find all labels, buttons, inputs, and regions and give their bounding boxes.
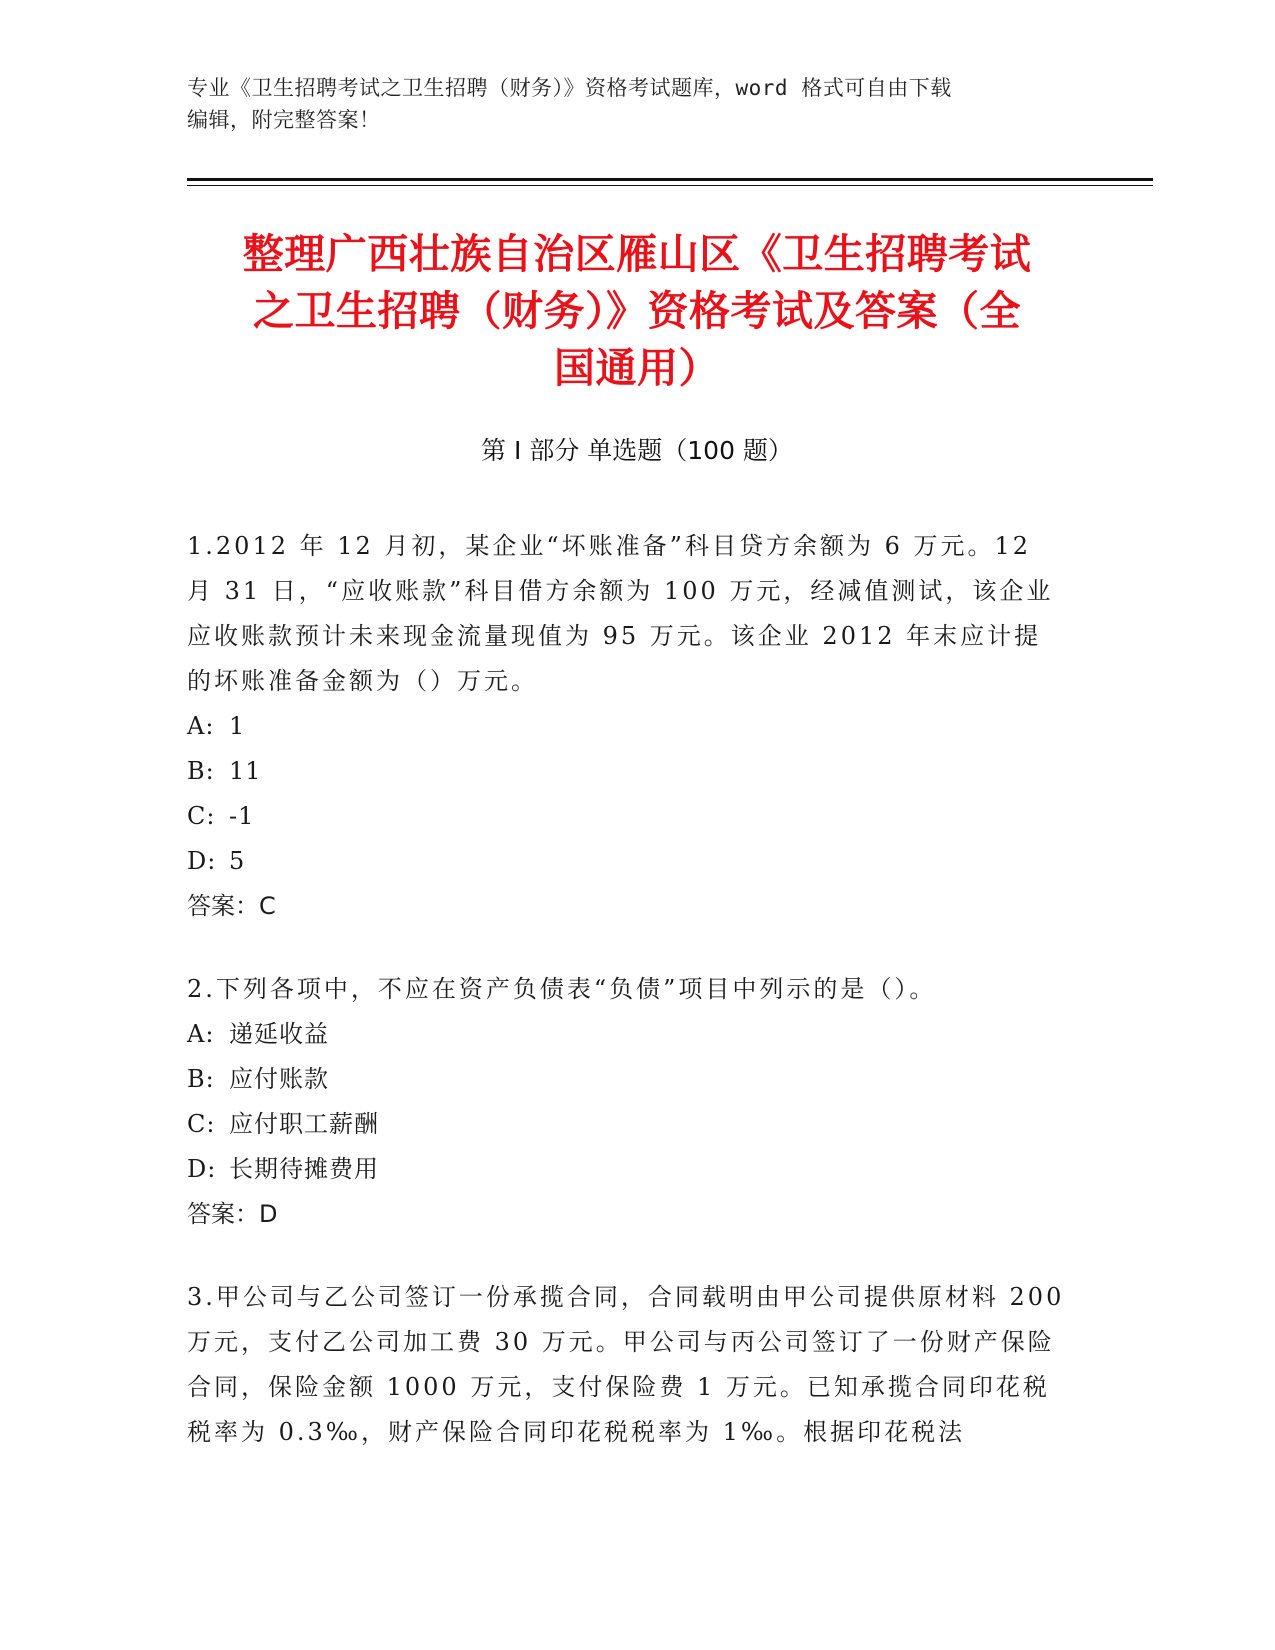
document-title-line-2: 之卫生招聘（财务）》资格考试及答案（全 — [253, 287, 1021, 335]
question-list — [187, 524, 1067, 1493]
question-2 — [187, 967, 1067, 1237]
option-value: 长期待摊费用 — [229, 1155, 379, 1183]
option-key: B: — [187, 1065, 215, 1093]
document-title — [187, 226, 1087, 397]
section-title: 第 I 部分 单选题（100 题） — [481, 436, 793, 465]
header-note — [187, 72, 1067, 136]
answer-line: 答案：D — [187, 1200, 278, 1228]
option-key: C: — [187, 802, 216, 830]
option-key: A: — [187, 1020, 215, 1048]
question-3 — [187, 1275, 1067, 1455]
answer-line: 答案：C — [187, 892, 276, 920]
question-text: 1.2012 年 12 月初，某企业“坏账准备”科目贷方余额为 6 万元。12 月 31 日，“应收账款”科目借方余额为 100 万元，经减值测试，该企业应收账款预计未来现金流量现值为 95 万元。该企业 2012 年末应计提的坏账准备金额为（）万元。 — [187, 532, 1054, 695]
option-value: 递延收益 — [229, 1020, 329, 1048]
option-value: 11 — [229, 757, 262, 785]
header-note-line-2: 编辑，附完整答案！ — [187, 108, 381, 132]
option-value: 应付账款 — [229, 1065, 329, 1093]
option-key: D: — [187, 847, 217, 875]
option-a — [187, 704, 1067, 749]
option-b — [187, 749, 1067, 794]
question-text: 2.下列各项中，不应在资产负债表“负债”项目中列示的是（）。 — [187, 975, 937, 1003]
option-a — [187, 1012, 1067, 1057]
option-key: D: — [187, 1155, 217, 1183]
question-text: 3.甲公司与乙公司签订一份承揽合同，合同载明由甲公司提供原材料 200 万元，支付乙公司加工费 30 万元。甲公司与丙公司签订了一份财产保险合同，保险金额 1000 万元，支付保险费 1 万元。已知承揽合同印花税税率为 0.3‰，财产保险合同印花税税率为 1‰。根据印花税法 — [187, 1283, 1065, 1446]
option-key: B: — [187, 757, 215, 785]
header-divider-thin — [187, 185, 1153, 186]
option-key: C: — [187, 1110, 216, 1138]
option-key: A: — [187, 712, 215, 740]
header-divider-thick — [187, 178, 1153, 181]
option-value: 5 — [229, 847, 246, 875]
option-value: -1 — [229, 802, 255, 830]
option-value: 应付职工薪酬 — [229, 1110, 379, 1138]
option-b — [187, 1057, 1067, 1102]
option-c — [187, 1102, 1067, 1147]
header-note-line-1: 专业《卫生招聘考试之卫生招聘（财务）》资格考试题库，word 格式可自由下载 — [187, 76, 952, 100]
document-title-line-1: 整理广西壮族自治区雁山区《卫生招聘考试 — [242, 230, 1032, 278]
document-title-line-3: 国通用） — [554, 344, 720, 392]
option-d — [187, 839, 1067, 884]
option-c — [187, 794, 1067, 839]
question-1 — [187, 524, 1067, 929]
option-d — [187, 1147, 1067, 1192]
option-value: 1 — [229, 712, 246, 740]
